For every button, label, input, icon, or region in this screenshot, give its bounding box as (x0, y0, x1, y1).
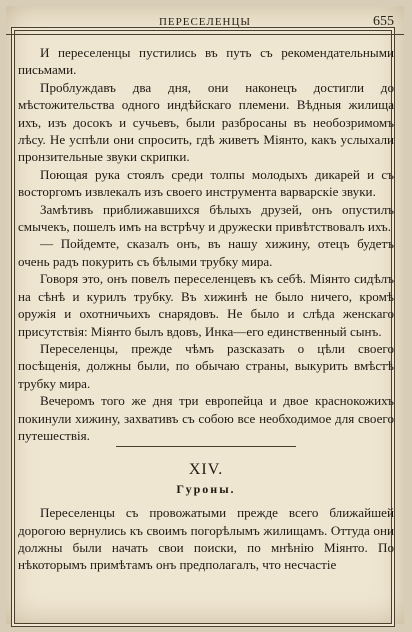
chapter-divider (116, 446, 296, 447)
page-number: 655 (373, 14, 394, 29)
book-page (6, 6, 404, 624)
paragraph: Поющая рука стоялъ среди толпы молодыхъ дикарей и съ восторгомъ извлекалъ изъ своего инструмента варварскіе звуки. (18, 166, 394, 200)
paragraph: Замѣтивъ приближавшихся бѣлыхъ друзей, онъ опустилъ смычекъ, пошелъ имъ на встрѣчу и дружески привѣтствовалъ ихъ. (18, 201, 394, 235)
body-text (18, 44, 394, 574)
paragraph: Говоря это, онъ повелъ переселенцевъ къ себѣ. Міянто сидѣлъ на сѣнѣ и курилъ трубку. Въ хижинѣ не было ничего, кромѣ оружія и охотничьихъ снарядовъ. Не было и слѣда женскаго присутствія: Міянто былъ вдовъ, Инка—его единственный сынъ. (18, 271, 394, 339)
running-title: ПЕРЕСЕЛЕНЦЫ (158, 16, 252, 28)
running-header (6, 12, 404, 35)
paragraph: Переселенцы, прежде чѣмъ разсказать о цѣли своего посѣщенія, должны были, по обычаю страны, выкурить вмѣстѣ трубку мира. (18, 340, 394, 391)
paragraph: Проблуждавъ два дня, они наконецъ достигли до мѣстожительства одного индѣйскаго племени. Вѣдныя жилища ихъ, изъ досокъ и сучьевъ, были разбросаны въ необозримомъ лѣсу. Не успѣли они спросить, гдѣ живетъ Міянто, какъ услыхали пронзительные звуки скрипки. (18, 79, 394, 165)
paragraph: И переселенцы пустились въ путь съ рекомендательными письмами. (18, 45, 394, 78)
chapter-title: Гуроны. (176, 481, 236, 496)
chapter-number: XIV. (188, 461, 224, 479)
paragraph: Переселенцы съ провожатыми прежде всего ближайшей дорогою вернулись къ своимъ погорѣлымъ жилищамъ. Оттуда они должны были начать свои поиски, по мнѣнію Міянто. По нѣкоторымъ примѣтамъ онъ предполагалъ, что несчастіе (18, 505, 394, 573)
paragraph: Вечеромъ того же дня три европейца и двое краснокожихъ покинули хижину, захвативъ съ собою все необходимое для своего путешествія. (18, 393, 394, 443)
paragraph: — Пойдемте, сказалъ онъ, въ нашу хижину, отецъ будетъ очень радъ покурить съ бѣлыми трубку мира. (18, 236, 394, 269)
